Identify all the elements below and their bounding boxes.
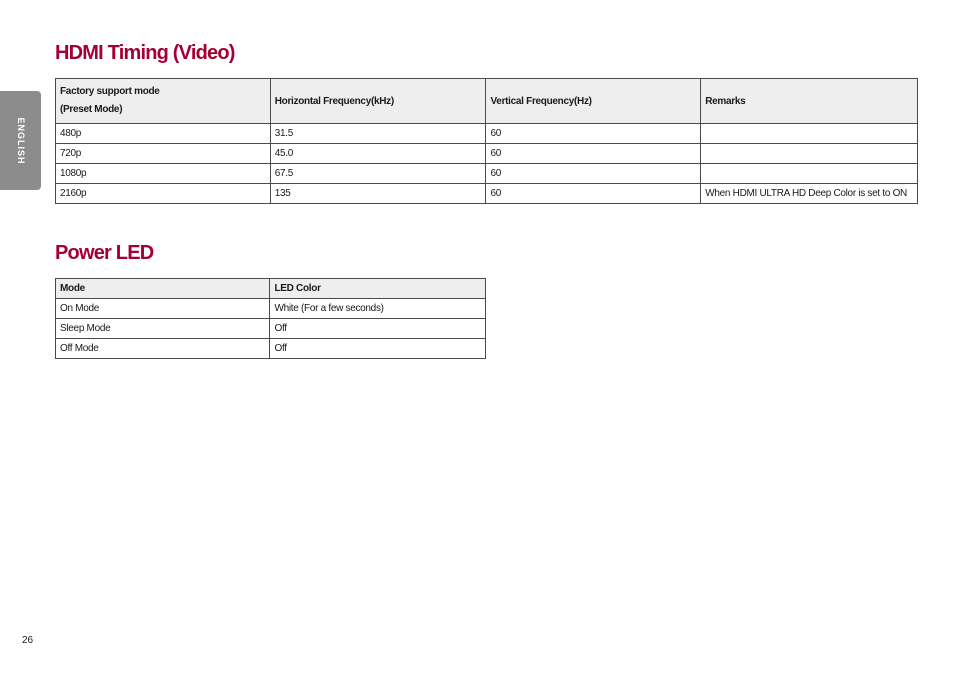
cell-remarks: When HDMI ULTRA HD Deep Color is set to ON xyxy=(701,184,918,204)
page-number: 26 xyxy=(22,635,34,646)
header-led-color: LED Color xyxy=(270,279,486,299)
cell-mode: 480p xyxy=(56,124,271,144)
hdmi-timing-title: HDMI Timing (Video) xyxy=(55,42,235,64)
table-row xyxy=(56,319,486,339)
cell-vfreq: 60 xyxy=(486,124,701,144)
table-row xyxy=(56,184,918,204)
table-row xyxy=(56,299,486,319)
hdmi-timing-table xyxy=(55,78,918,204)
cell-led-color: White (For a few seconds) xyxy=(270,299,486,319)
table-row xyxy=(56,144,918,164)
table-header-row xyxy=(56,79,918,124)
language-side-tab xyxy=(0,91,41,190)
table-row xyxy=(56,124,918,144)
cell-mode: 1080p xyxy=(56,164,271,184)
cell-remarks xyxy=(701,144,918,164)
power-led-table xyxy=(55,278,486,359)
header-mode-line2: (Preset Mode) xyxy=(60,104,123,115)
cell-led-mode: Sleep Mode xyxy=(56,319,270,339)
cell-led-mode: Off Mode xyxy=(56,339,270,359)
header-mode-line1: Factory support mode xyxy=(60,86,160,97)
table-row xyxy=(56,339,486,359)
cell-mode: 720p xyxy=(56,144,271,164)
cell-hfreq: 135 xyxy=(270,184,486,204)
header-led-mode: Mode xyxy=(56,279,270,299)
header-mode xyxy=(56,79,271,124)
cell-hfreq: 45.0 xyxy=(270,144,486,164)
cell-led-color: Off xyxy=(270,319,486,339)
cell-remarks xyxy=(701,124,918,144)
cell-mode: 2160p xyxy=(56,184,271,204)
header-hfreq: Horizontal Frequency(kHz) xyxy=(270,79,486,124)
cell-vfreq: 60 xyxy=(486,164,701,184)
cell-vfreq: 60 xyxy=(486,184,701,204)
language-label: ENGLISH xyxy=(15,116,26,165)
header-vfreq: Vertical Frequency(Hz) xyxy=(486,79,701,124)
cell-vfreq: 60 xyxy=(486,144,701,164)
table-row xyxy=(56,164,918,184)
cell-hfreq: 31.5 xyxy=(270,124,486,144)
cell-led-color: Off xyxy=(270,339,486,359)
cell-hfreq: 67.5 xyxy=(270,164,486,184)
power-led-title: Power LED xyxy=(55,242,154,264)
cell-remarks xyxy=(701,164,918,184)
table-header-row xyxy=(56,279,486,299)
cell-led-mode: On Mode xyxy=(56,299,270,319)
header-remarks: Remarks xyxy=(701,79,918,124)
